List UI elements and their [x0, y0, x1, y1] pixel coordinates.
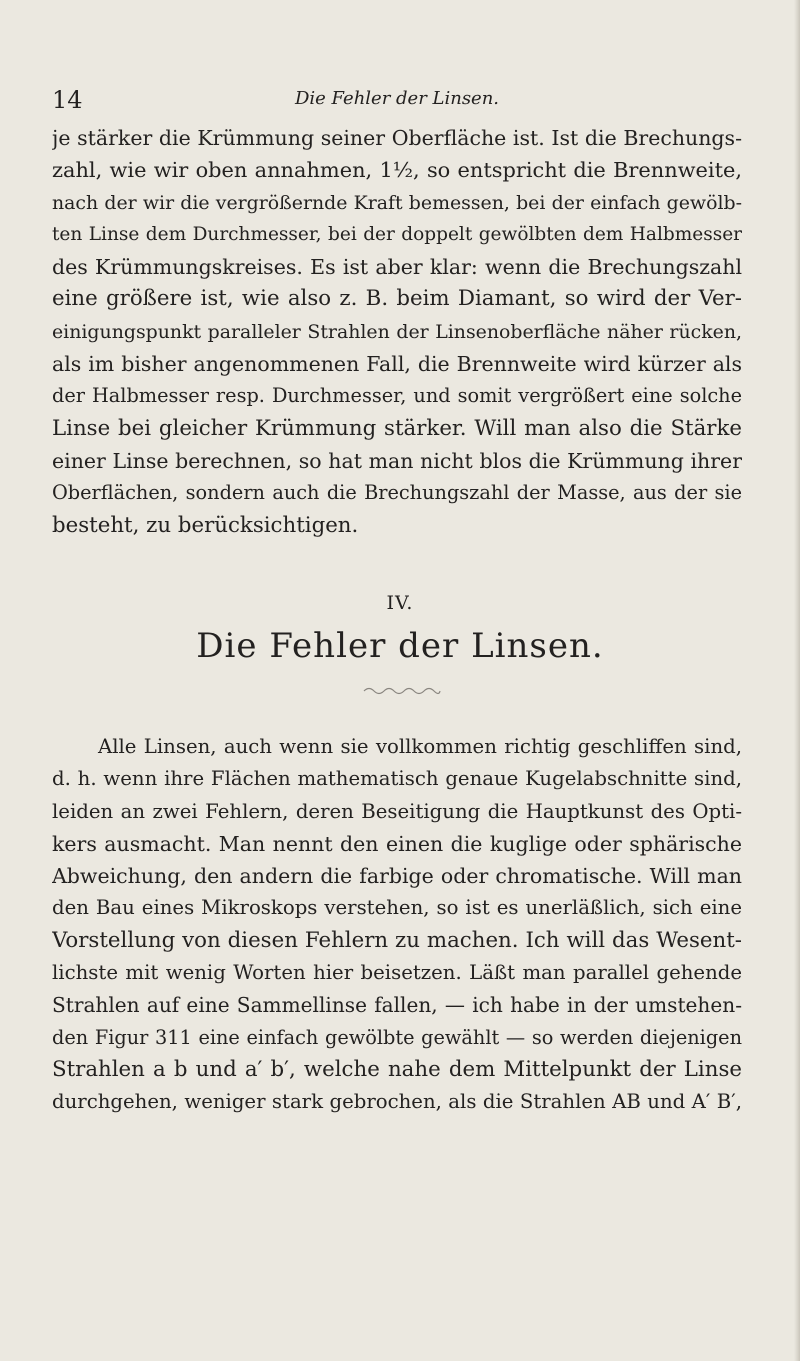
text-line: einer Linse berechnen, so hat man nicht blos die Krümmung ihrer	[52, 448, 742, 473]
text-line: Alle Linsen, auch wenn sie vollkommen richtig geschliffen sind,	[98, 735, 742, 758]
text-line: je stärker die Krümmung seiner Oberfläche ist. Ist die Brechungs-	[52, 126, 742, 150]
page-edge-shadow	[794, 0, 800, 1361]
text-line: der Halbmesser resp. Durchmesser, und somit vergrößert eine solche	[52, 384, 742, 408]
text-line: nach der wir die vergrößernde Kraft bemessen, bei der einfach gewölb-	[52, 191, 742, 214]
text-line: ten Linse dem Durchmesser, bei der doppelt gewölbten dem Halbmesser	[52, 223, 742, 245]
text-line: Strahlen a b und a′ b′, welche nahe dem Mittelpunkt der Linse	[52, 1056, 742, 1082]
text-line: des Krümmungskreises. Es ist aber klar: wenn die Brechungszahl	[52, 255, 742, 280]
page-number: 14	[52, 86, 83, 114]
text-line: d. h. wenn ihre Flächen mathematisch genaue Kugelabschnitte sind,	[52, 767, 742, 791]
wavy-rule-ornament	[362, 684, 442, 698]
paragraph-2	[52, 731, 742, 1119]
paragraph-1	[52, 122, 742, 542]
section-title: Die Fehler der Linsen.	[196, 626, 604, 666]
section-number: IV.	[386, 592, 414, 614]
text-line: den Figur 311 eine einfach gewölbte gewählt — so werden diejenigen	[52, 1025, 742, 1049]
text-line: Oberflächen, sondern auch die Brechungszahl der Masse, aus der sie	[52, 481, 742, 505]
running-head	[52, 86, 742, 116]
text-line: lichste mit wenig Worten hier beisetzen. Läßt man parallel gehende	[52, 961, 742, 985]
text-line: den Bau eines Mikroskops verstehen, so ist es unerläßlich, sich eine	[52, 896, 742, 920]
text-line: leiden an zwei Fehlern, deren Beseitigung die Hauptkunst des Opti-	[52, 799, 742, 823]
running-title: Die Fehler der Linsen.	[294, 88, 500, 109]
text-line: besteht, zu berücksichtigen.	[52, 512, 359, 538]
text-line: Linse bei gleicher Krümmung stärker. Will man also die Stärke	[52, 415, 742, 441]
text-line: Strahlen auf eine Sammellinse fallen, — ich habe in der umstehen-	[52, 993, 742, 1018]
text-line: als im bisher angenommenen Fall, die Brennweite wird kürzer als	[52, 352, 742, 377]
text-line: durchgehen, weniger stark gebrochen, als die Strahlen AB und A′ B′,	[52, 1090, 742, 1114]
text-line: zahl, wie wir oben annahmen, 1½, so entspricht die Brennweite,	[52, 158, 742, 183]
text-line: eine größere ist, wie also z. B. beim Diamant, so wird der Ver-	[52, 286, 742, 312]
text-line: Vorstellung von diesen Fehlern zu machen. Ich will das Wesent-	[52, 927, 742, 953]
text-line: kers ausmacht. Man nennt den einen die kuglige oder sphärische	[52, 831, 742, 856]
text-line: Abweichung, den andern die farbige oder chromatische. Will man	[52, 864, 742, 889]
text-line: einigungspunkt paralleler Strahlen der Linsenoberfläche näher rücken,	[52, 320, 742, 343]
